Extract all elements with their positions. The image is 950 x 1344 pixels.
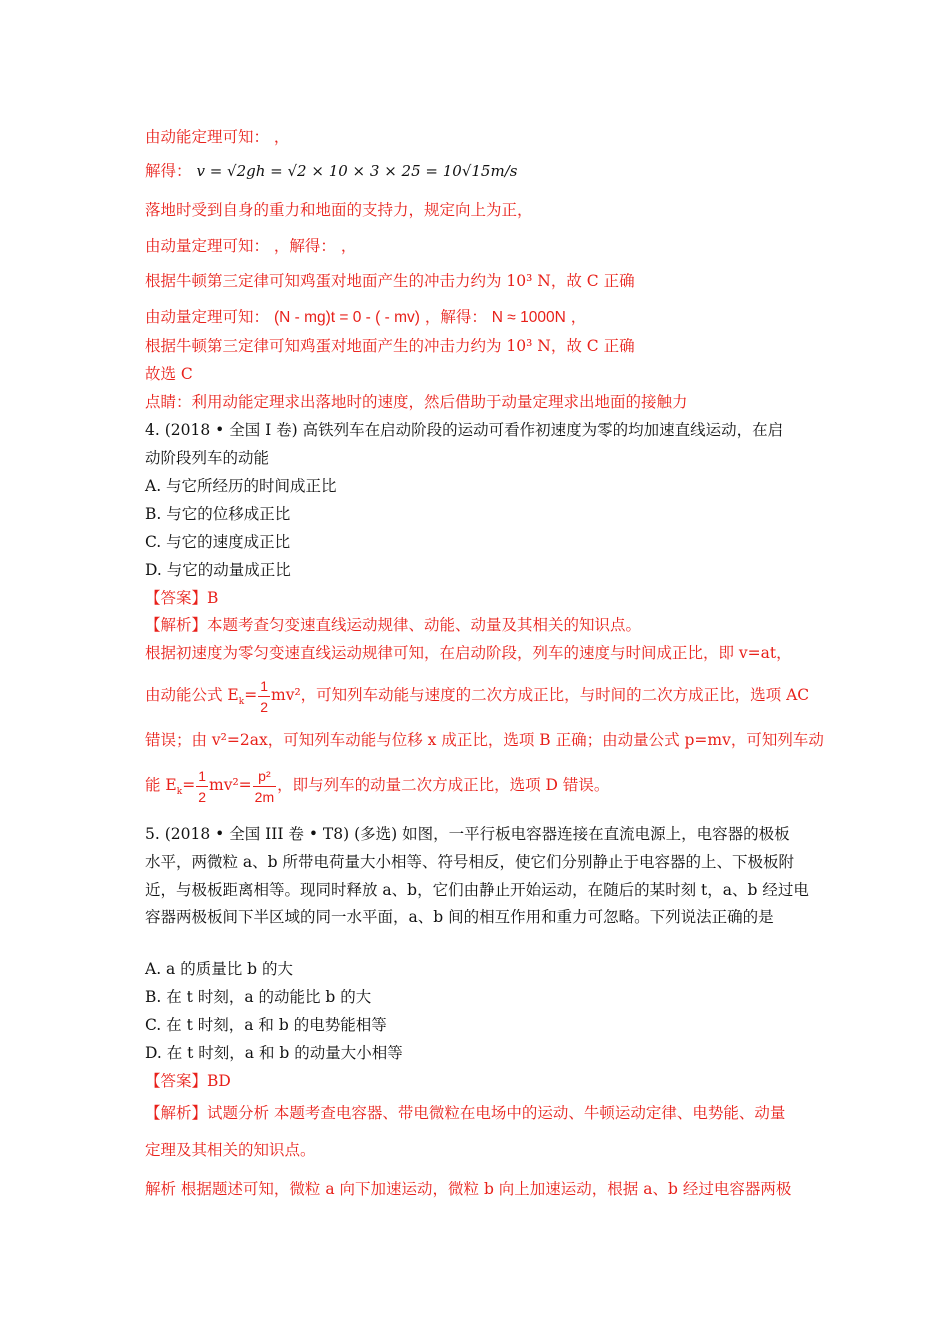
text-label: 由动量定理可知： bbox=[145, 308, 270, 326]
text-label: 能 E bbox=[145, 776, 177, 794]
fraction-numerator: 1 bbox=[260, 677, 269, 694]
analysis: 【解析】试题分析 本题考查电容器、带电微粒在电场中的运动、牛顿运动定律、电势能、动量 bbox=[145, 1104, 786, 1122]
option-d: D. 在 t 时刻，a 和 b 的动量大小相等 bbox=[145, 1044, 403, 1062]
text-line: 由动能定理可知： ， bbox=[145, 128, 290, 146]
option-d: D. 与它的动量成正比 bbox=[145, 561, 291, 579]
text-label: = bbox=[244, 686, 258, 704]
question-stem: 动阶段列车的动能 bbox=[145, 449, 270, 467]
analysis: 【解析】本题考查匀变速直线运动规律、动能、动量及其相关的知识点。 bbox=[145, 616, 642, 634]
analysis: 定理及其相关的知识点。 bbox=[145, 1141, 316, 1159]
force-formula: N ≈ 1000N bbox=[491, 309, 566, 326]
text-line: 根据牛顿第三定律可知鸡蛋对地面产生的冲击力约为 10³ N，故 C 正确 bbox=[145, 337, 635, 355]
fraction-momentum bbox=[253, 766, 276, 807]
answer: 【答案】BD bbox=[145, 1072, 231, 1090]
text-label: = bbox=[182, 776, 196, 794]
fraction-denominator: 2 bbox=[196, 786, 208, 807]
fraction-numerator: 1 bbox=[198, 767, 207, 784]
fraction-numerator: p² bbox=[258, 767, 271, 784]
key-point: 点睛：利用动能定理求出落地时的速度，然后借助于动量定理求出地面的接触力 bbox=[145, 393, 688, 411]
text-label: mv²，可知列车动能与速度的二次方成正比，与时间的二次方成正比，选项 AC bbox=[271, 686, 810, 704]
text-line: 落地时受到自身的重力和地面的支持力，规定向上为正， bbox=[145, 201, 533, 219]
question-stem: 容器两极板间下半区域的同一水平面，a、b 间的相互作用和重力可忽略。下列说法正确的是 bbox=[145, 908, 774, 926]
fraction-half bbox=[258, 676, 270, 717]
option-a: A. 与它所经历的时间成正比 bbox=[145, 477, 337, 495]
momentum-formula: (N - mg)t = 0 - ( - mv) bbox=[273, 309, 420, 326]
explanation-line bbox=[145, 760, 609, 810]
text-line: 根据牛顿第三定律可知鸡蛋对地面产生的冲击力约为 10³ N，故 C 正确 bbox=[145, 272, 635, 290]
explanation-line: 错误；由 v²=2ax，可知列车动能与位移 x 成正比，选项 B 正确；由动量公式 p=mv，可知列车动 bbox=[145, 731, 824, 749]
analysis: 解析 根据题述可知，微粒 a 向下加速运动，微粒 b 向上加速运动，根据 a、b 经过电容器两极 bbox=[145, 1180, 792, 1198]
text-label: ， bbox=[570, 308, 587, 326]
explanation-line: 根据初速度为零匀变速直线运动规律可知，在启动阶段，列车的速度与时间成正比，即 v=at， bbox=[145, 644, 792, 662]
text-label: mv²= bbox=[209, 776, 252, 794]
fraction-denominator: 2m bbox=[253, 786, 276, 807]
option-c: C. 与它的速度成正比 bbox=[145, 533, 291, 551]
momentum-line bbox=[145, 306, 586, 329]
option-b: B. 与它的位移成正比 bbox=[145, 505, 291, 523]
text-line: 由动量定理可知： ，解得： ， bbox=[145, 237, 357, 255]
option-c: C. 在 t 时刻，a 和 b 的电势能相等 bbox=[145, 1016, 387, 1034]
fraction-half bbox=[196, 766, 208, 807]
question-stem: 近，与极板距离相等。现同时释放 a、b，它们由静止开始运动，在随后的某时刻 t，a、b 经过电 bbox=[145, 881, 809, 899]
text-label: ，解得： bbox=[424, 308, 487, 326]
question-stem: 水平，两微粒 a、b 所带电荷量大小相等、符号相反，使它们分别静止于电容器的上、下极板附 bbox=[145, 853, 795, 871]
fraction-denominator: 2 bbox=[258, 696, 270, 717]
text-label: 解得： bbox=[145, 162, 192, 180]
subscript: k bbox=[176, 787, 183, 798]
text-label: 由动能公式 E bbox=[145, 686, 239, 704]
velocity-formula: v = √2gh = √2 × 10 × 3 × 25 = 10√15m/s bbox=[196, 162, 518, 180]
explanation-line bbox=[145, 670, 809, 720]
question-stem: 5. (2018 • 全国 III 卷 • T8) (多选) 如图，一平行板电容器连接在直流电源上，电容器的极板 bbox=[145, 825, 790, 843]
option-a: A. a 的质量比 b 的大 bbox=[145, 960, 293, 978]
answer: 【答案】B bbox=[145, 589, 219, 607]
text-line: 故选 C bbox=[145, 365, 193, 383]
subscript: k bbox=[238, 697, 245, 708]
option-b: B. 在 t 时刻，a 的动能比 b 的大 bbox=[145, 988, 372, 1006]
text-label: ，即与列车的动量二次方成正比，选项 D 错误。 bbox=[277, 776, 610, 794]
question-stem: 4. (2018 • 全国 I 卷) 高铁列车在启动阶段的运动可看作初速度为零的均加速直线运动，在启 bbox=[145, 421, 784, 439]
solution-line bbox=[145, 160, 517, 182]
